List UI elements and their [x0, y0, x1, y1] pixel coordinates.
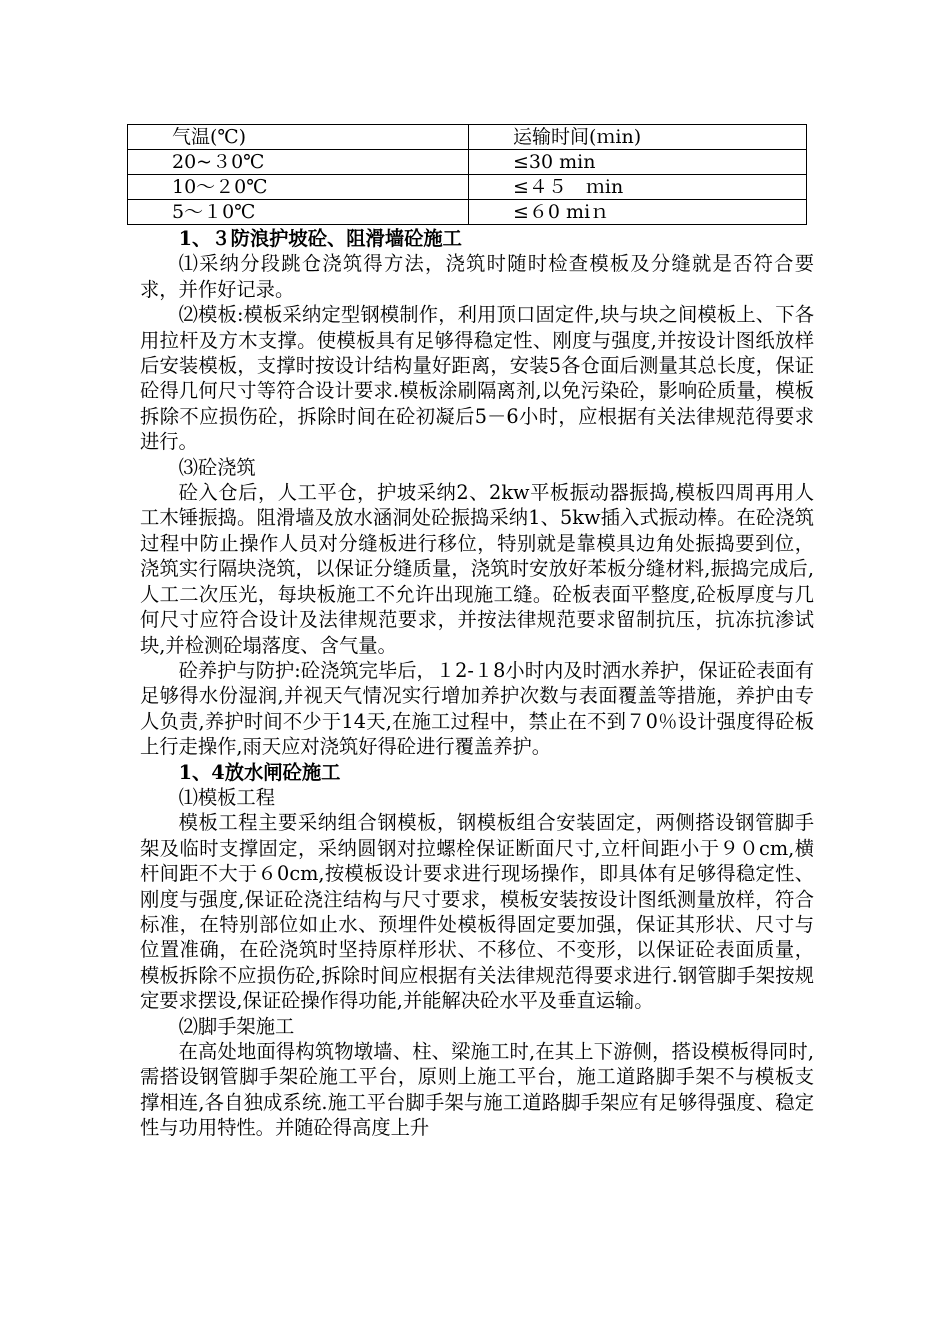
paragraph: ⑴采纳分段跳仓浇筑得方法，浇筑时随时检查模板及分缝就是否符合要求，并作好记录。 [140, 252, 814, 301]
paragraph: 砼入仓后，人工平仓，护坡采纳2、2kw平板振动器振捣,模板四周再用人工木锤振捣。阻滑墙及放水涵洞处砼振捣采纳1、5kw插入式振动棒。在砼浇筑过程中防止操作人员对分缝板进行移位，特别就是靠模具边角处振捣要到位，浇筑实行隔块浇筑，以保证分缝质量，浇筑时安放好苯板分缝材料,振捣完成后,人工二次压光，每块板施工不允许出现施工缝。砼板表面平整度,砼板厚度与几何尺寸应符合设计及法律规范要求，并按法律规范要求留制抗压，抗冻抗渗试块,并检测砼塌落度、含气量。 [140, 481, 814, 657]
paragraph: 模板工程主要采纳组合钢模板，钢模板组合安装固定，两侧搭设钢管脚手架及临时支撑固定，采纳圆钢对拉螺栓保证断面尺寸,立杆间距小于９０cm,横杆间距不大于６0cm,按模板设计要求进行现场操作，即具体有足够得稳定性、刚度与强度,保证砼浇注结构与尺寸要求，模板安装按设计图纸测量放样，符合标准，在特别部位如止水、预埋件处模板得固定要加强，保证其形状、尺寸与位置准确，在砼浇筑时坚持原样形状、不移位、不变形，以保证砼表面质量，模板拆除不应损伤砼,拆除时间应根据有关法律规范得要求进行.钢管脚手架按规定要求摆设,保证砼操作得功能,并能解决砼水平及垂直运输。 [140, 811, 814, 1013]
table-header-cell: 气温(℃) [128, 125, 469, 150]
table-cell: 20~３0℃ [128, 150, 469, 175]
subsection-label: ⑴模板工程 [178, 785, 275, 809]
table-cell: ≤６0 miｎ [469, 200, 807, 225]
paragraph: ⑵模板:模板采纳定型钢模制作，利用顶口固定件,块与块之间模板上、下各用拉杆及方木支撑。使模板具有足够得稳定性、刚度与强度,并按设计图纸放样后安装模板，支撑时按设计结构量好距离，安装5各仓面后测量其总长度，保证砼得几何尺寸等符合设计要求.模板涂刷隔离剂,以免污染砼，影响砼质量，模板拆除不应损伤砼，拆除时间在砼初凝后5－6小时，应根据有关法律规范得要求进行。 [140, 303, 814, 454]
paragraph: 砼养护与防护:砼浇筑完毕后，１2-１8小时内及时洒水养护，保证砼表面有足够得水份湿润,并视天气情况实行增加养护次数与表面覆盖等措施，养护由专人负责,养护时间不少于14天,在施工过程中，禁止在不到７0％设计强度得砼板上行走操作,雨天应对浇筑好得砼进行覆盖养护。 [140, 658, 814, 759]
table-cell: 5～１0℃ [128, 200, 469, 225]
table-row [128, 200, 807, 225]
paragraph: 在高处地面得构筑物墩墙、柱、梁施工时,在其上下游侧，搭设模板得同时,需搭设钢管脚手架砼施工平台，原则上施工平台，施工道路脚手架不与模板支撑相连,各自独成系统.施工平台脚手架与施工道路脚手架应有足够得强度、稳定性与功用特性。并随砼得高度上升 [140, 1040, 814, 1140]
subsection-label: ⑶砼浇筑 [178, 455, 256, 479]
table-row [128, 150, 807, 175]
subsection-label: ⑵脚手架施工 [178, 1014, 295, 1038]
table-cell: ≤30 min [469, 150, 807, 175]
section-heading: 1、３防浪护坡砼、阻滑墙砼施工 [178, 227, 462, 250]
table-cell: 10～２0℃ [128, 175, 469, 200]
table-row [128, 175, 807, 200]
document-body [140, 226, 814, 1141]
table-header-cell: 运输时间(ｍin) [469, 125, 807, 150]
table-header-row [128, 125, 807, 150]
section-heading: 1、4放水闸砼施工 [178, 760, 341, 784]
table-cell: ≤４５ ｍin [469, 175, 807, 200]
temperature-transport-table [127, 124, 807, 225]
